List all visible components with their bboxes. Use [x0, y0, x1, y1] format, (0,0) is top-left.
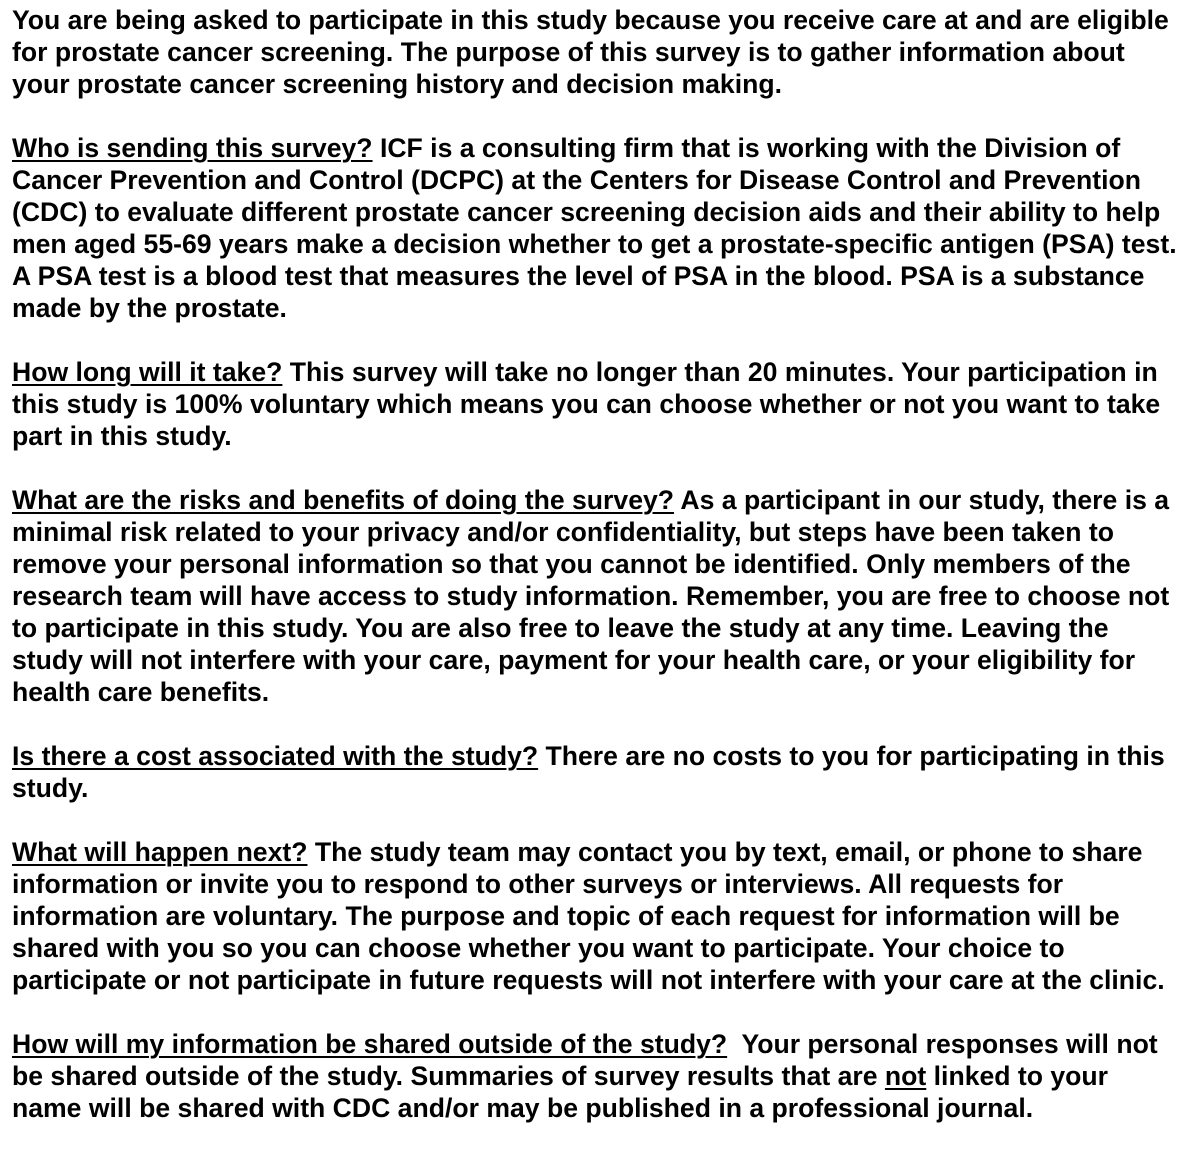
- section-risks-benefits: [12, 484, 1183, 708]
- section-information-sharing: [12, 1028, 1183, 1124]
- section-heading: What will happen next?: [12, 837, 308, 867]
- intro-paragraph: [12, 4, 1183, 100]
- section-body-part2: linked to your name will be shared with CDC and/or may be published in a professional journal.: [12, 1061, 1109, 1123]
- consent-document: [12, 4, 1183, 1156]
- section-heading: Who is sending this survey?: [12, 133, 373, 163]
- section-body: As a participant in our study, there is a minimal risk related to your privacy and/or confidentiality, but steps have been taken to remove your personal information so that you cannot be identified. Only members of the research team will have access to study information. Remember, you are free to choose not to participate in this study. You are also free to leave the study at any time. Leaving the study will not interfere with your care, payment for your health care, or your eligibility for health care benefits.: [12, 485, 1170, 707]
- section-what-next: [12, 836, 1183, 996]
- section-who-is-sending: [12, 132, 1183, 324]
- section-body-part1: Your personal responses will not be shared outside of the study. Summaries of survey results that are: [12, 1029, 1158, 1091]
- section-how-long: [12, 356, 1183, 452]
- emphasis-not: not: [884, 1061, 927, 1091]
- section-heading: Is there a cost associated with the study?: [12, 741, 539, 771]
- section-body: This survey will take no longer than 20 minutes. Your participation in this study is 100% voluntary which means you can choose whether or not you want to take part in this study.: [12, 357, 1161, 451]
- section-heading: How will my information be shared outside of the study?: [12, 1029, 728, 1059]
- section-heading: How long will it take?: [12, 357, 283, 387]
- section-body: ICF is a consulting firm that is working with the Division of Cancer Prevention and Control (DCPC) at the Centers for Disease Control and Prevention (CDC) to evaluate different prostate cancer screening decision aids and their ability to help men aged 55-69 years make a decision whether to get a prostate-specific antigen (PSA) test. A PSA test is a blood test that measures the level of PSA in the blood. PSA is a substance made by the prostate.: [12, 133, 1177, 323]
- section-body: There are no costs to you for participating in this study.: [12, 741, 1165, 803]
- section-heading: What are the risks and benefits of doing the survey?: [12, 485, 675, 515]
- section-cost: [12, 740, 1183, 804]
- section-body: The study team may contact you by text, email, or phone to share information or invite you to respond to other surveys or interviews. All requests for information are voluntary. The purpose and topic of each request for information will be shared with you so you can choose whether you want to participate. Your choice to participate or not participate in future requests will not interfere with your care at the clinic.: [12, 837, 1165, 995]
- intro-text: You are being asked to participate in this study because you receive care at and are eligible for prostate cancer screening. The purpose of this survey is to gather information about your prostate cancer screening history and decision making.: [12, 5, 1169, 99]
